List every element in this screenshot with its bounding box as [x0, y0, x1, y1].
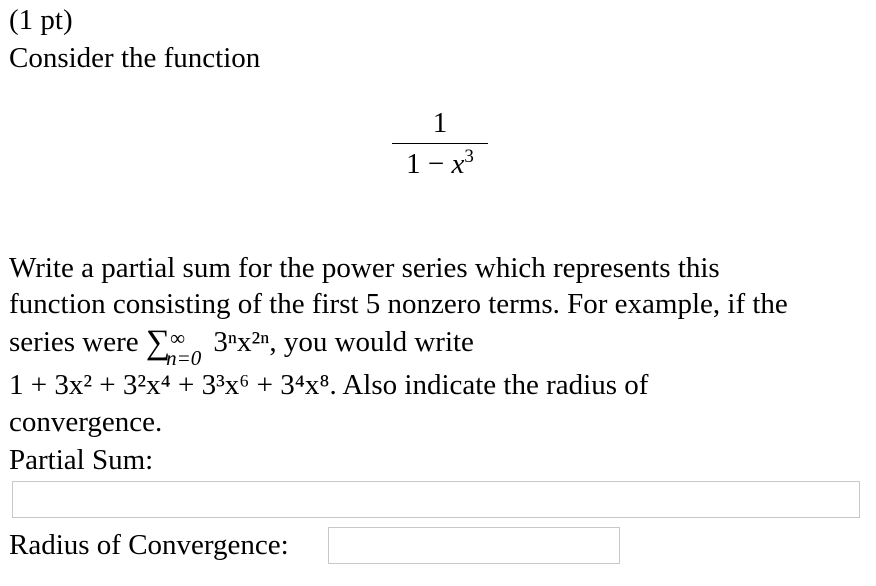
prompt-line-2: function consisting of the first 5 nonzero terms. For example, if the	[9, 288, 788, 320]
partial-sum-input[interactable]	[12, 481, 860, 518]
numerator: 1	[432, 107, 448, 139]
prompt-line-3	[9, 324, 474, 371]
prompt-line-5: convergence.	[9, 406, 163, 438]
points-label: (1 pt)	[9, 4, 73, 36]
prompt-line-4	[9, 368, 648, 402]
sum-limits	[166, 326, 206, 371]
sigma-symbol: ∑	[145, 324, 171, 361]
sum-lower: n=0	[166, 346, 202, 371]
series-term: 3ⁿx²ⁿ	[213, 326, 270, 358]
intro-text: Consider the function	[9, 42, 261, 74]
prompt-line-3-suffix: , you would write	[269, 326, 474, 358]
function-fraction	[392, 105, 488, 182]
prompt-line-3-prefix: series were	[9, 326, 139, 358]
denominator: $1 - x^3$	[406, 146, 474, 180]
example-series: 1 + 3x² + 3²x⁴ + 3³x⁶ + 3⁴x⁸	[9, 369, 330, 401]
fraction-bar	[392, 143, 488, 144]
prompt-line-1: Write a partial sum for the power series which represents this	[9, 252, 720, 284]
partial-sum-label: Partial Sum:	[9, 444, 154, 476]
radius-input[interactable]	[328, 527, 620, 564]
prompt-line-4-suffix: . Also indicate the radius of	[329, 369, 649, 401]
radius-label: Radius of Convergence:	[9, 529, 289, 561]
sum-upper: ∞	[170, 326, 186, 351]
exponent: 3	[464, 146, 474, 167]
